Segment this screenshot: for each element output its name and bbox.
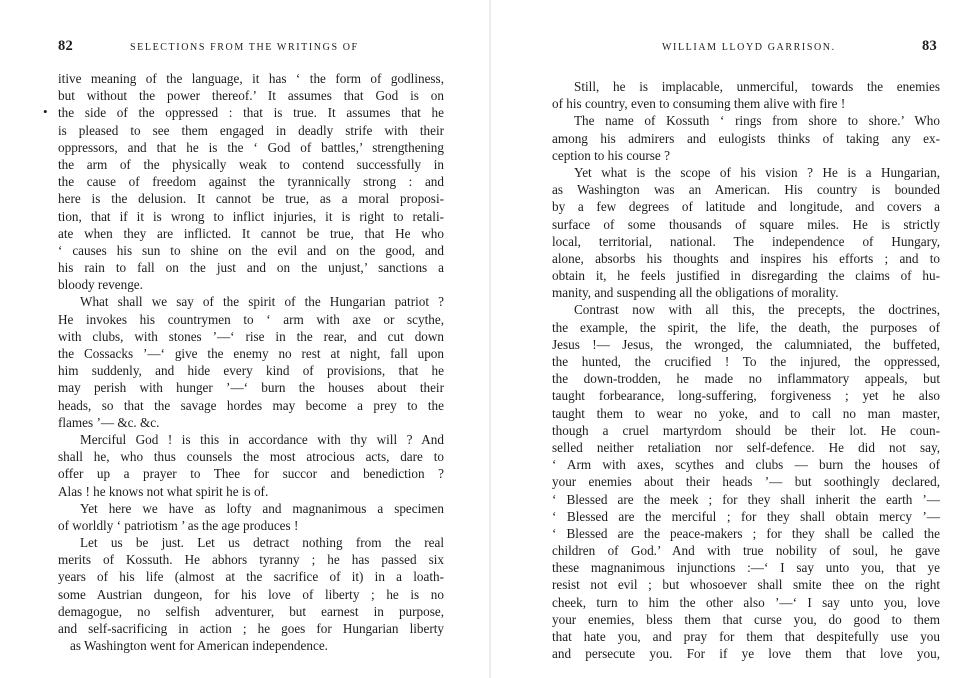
text-line: years of his life (almost at the sacrifice of it) in a loath- xyxy=(58,569,444,585)
text-line: that hate you, and pray for them that despitefully use you xyxy=(552,629,940,644)
text-line: merits of Kossuth. He abhors tyranny ; he has passed six xyxy=(58,552,444,568)
text-line: itive meaning of the language, it has ‘ the form of godliness, xyxy=(58,71,444,86)
text-line: Alas ! he knows not what spirit he is of. xyxy=(58,483,269,499)
text-line: his rain to fall on the just and on the unjust,’ sanctions a xyxy=(58,260,444,276)
text-line: ‘ Blessed are the merciful ; for they shall obtain mercy ’— xyxy=(552,508,940,524)
text-line: What shall we say of the spirit of the Hungarian patriot ? xyxy=(80,294,444,310)
text-line: though a cruel martyrdom should be their lot. He coun- xyxy=(552,422,940,438)
text-line: Yet what is the scope of his vision ? He is a Hungarian, xyxy=(574,164,940,180)
text-line: as Washington went for American independence. xyxy=(70,638,328,654)
text-line: these magnanimous injunctions :—‘ I say unto you, that ye xyxy=(552,560,940,576)
text-line: ‘ Arm with axes, scythes and clubs — burn the houses of xyxy=(552,457,940,473)
text-line: him suddenly, and hide every kind of provisions, that he xyxy=(58,363,444,379)
text-line: among his admirers and eulogists thinks of taking any ex- xyxy=(552,130,940,146)
text-line: ‘ Blessed are the peace-makers ; for they shall be called the xyxy=(552,525,940,541)
text-line: of his country, even to consuming them alive with fire ! xyxy=(552,96,846,112)
text-line: the cause of freedom against the tyrannically strong : and xyxy=(58,174,444,190)
text-line: The name of Kossuth ‘ rings from shore to shore.’ Who xyxy=(574,113,940,129)
text-line: tion, that if it is wrong to inflict injuries, it is right to retali- xyxy=(58,208,444,224)
body-text xyxy=(58,70,444,654)
text-line: alone, absorbs his thoughts and inspires his efforts ; and to xyxy=(552,250,940,266)
body-text xyxy=(552,78,940,662)
text-line: local, territorial, national. The independence of Hungary, xyxy=(552,233,940,249)
text-line: the arm of the physically weak to contend successfully in xyxy=(58,156,444,172)
text-line: taught them to wear no yoke, and to call no man master, xyxy=(552,405,940,421)
margin-mark: • xyxy=(43,104,48,119)
page-number: 82 xyxy=(58,38,74,54)
text-line: as Washington was an American. His country is bounded xyxy=(552,182,940,198)
text-line: children of God.’ And with true nobility of soul, he gave xyxy=(552,543,940,559)
text-line: oppressors, and that he is the ‘ God of battles,’ strengthening xyxy=(58,139,444,155)
text-line: is pleased to see them engaged in deadly strife with their xyxy=(58,122,444,138)
text-line: ate when they are inflicted. It cannot be true, that He who xyxy=(58,225,444,241)
text-line: here is the delusion. It cannot be true, as a moral proposi- xyxy=(58,191,444,207)
text-line: taught forbearance, long-suffering, forgiveness ; yet he also xyxy=(552,388,940,404)
text-line: your enemies about their heads ’— but soothingly declared, xyxy=(552,474,940,490)
text-line: the down-trodden, he made no inflammatory appeals, but xyxy=(552,371,940,387)
text-line: bloody revenge. xyxy=(58,277,143,293)
text-line: heads, so that the savage hordes may become a prey to the xyxy=(58,397,444,413)
text-line: Merciful God ! is this in accordance with thy will ? And xyxy=(80,431,444,447)
text-line: the hunted, the crucified ! To the injured, the oppressed, xyxy=(552,354,940,369)
text-line: the Cossacks ’—‘ give the enemy no rest at night, fall upon xyxy=(58,346,444,361)
text-line: offer up a prayer to Thee for succor and benediction ? xyxy=(58,466,444,482)
right-page xyxy=(490,0,980,678)
text-line: Let us be just. Let us detract nothing from the real xyxy=(80,535,444,551)
text-line: resist not evil ; but whosoever shall smite thee on the right xyxy=(552,577,940,593)
text-line: of worldly ‘ patriotism ’ as the age produces ! xyxy=(58,517,299,533)
text-line: but without the power thereof.’ It assumes that God is on xyxy=(58,88,444,104)
text-line: some Austrian dungeon, for his love of liberty ; he is no xyxy=(58,586,444,602)
text-line: He invokes his countrymen to ‘ arm with axe or scythe, xyxy=(58,311,444,327)
text-line: ‘ causes his sun to shine on the evil and on the good, and xyxy=(58,242,444,258)
text-line: selled neither retaliation nor self-defence. He did not say, xyxy=(552,439,940,455)
running-head: SELECTIONS FROM THE WRITINGS OF xyxy=(130,42,359,53)
text-line: Yet here we have as lofty and magnanimous a specimen xyxy=(80,500,444,516)
text-line: by a few degrees of latitude and longitude, and covers a xyxy=(552,199,940,215)
text-line: and persecute you. For if ye love them that love you, xyxy=(552,646,940,662)
text-line: the side of the oppressed : that is true. It assumes that he xyxy=(58,105,444,121)
text-line: Still, he is implacable, unmerciful, towards the enemies xyxy=(574,79,940,94)
text-line: shall he, who thus counsels the most atrocious acts, dare to xyxy=(58,449,444,465)
text-line: cheek, turn to him the other also ’—‘ I say unto you, love xyxy=(552,594,940,610)
text-line: surface of some thousands of square miles. He is strictly xyxy=(552,216,940,232)
text-line: may perish with hunger ’—‘ burn the houses about their xyxy=(58,380,444,396)
text-line: ‘ Blessed are the meek ; for they shall inherit the earth ’— xyxy=(552,491,940,507)
text-line: obtain it, he feels justified in disregarding the claims of hu- xyxy=(552,268,940,284)
text-line: with clubs, with stones ’—‘ rise in the rear, and cut down xyxy=(58,328,444,344)
text-line: your enemies, bless them that curse you, do good to them xyxy=(552,611,940,627)
text-line: flames ’— &c. &c. xyxy=(58,414,160,430)
text-line: ception to his course ? xyxy=(552,147,670,163)
text-line: Jesus !— Jesus, the wronged, the calumniated, the buffeted, xyxy=(552,336,940,352)
text-line: and self-sacrificing in action ; he goes for Hungarian liberty xyxy=(58,621,444,636)
text-line: manity, and suspending all the obligations of morality. xyxy=(552,285,839,301)
text-line: the example, the spirit, the life, the death, the purposes of xyxy=(552,319,940,335)
running-head: WILLIAM LLOYD GARRISON. xyxy=(662,42,836,53)
page-number: 83 xyxy=(922,38,938,54)
text-line: demagogue, no selfish adventurer, but earnest in purpose, xyxy=(58,603,444,619)
text-line: Contrast now with all this, the precepts, the doctrines, xyxy=(574,302,940,318)
